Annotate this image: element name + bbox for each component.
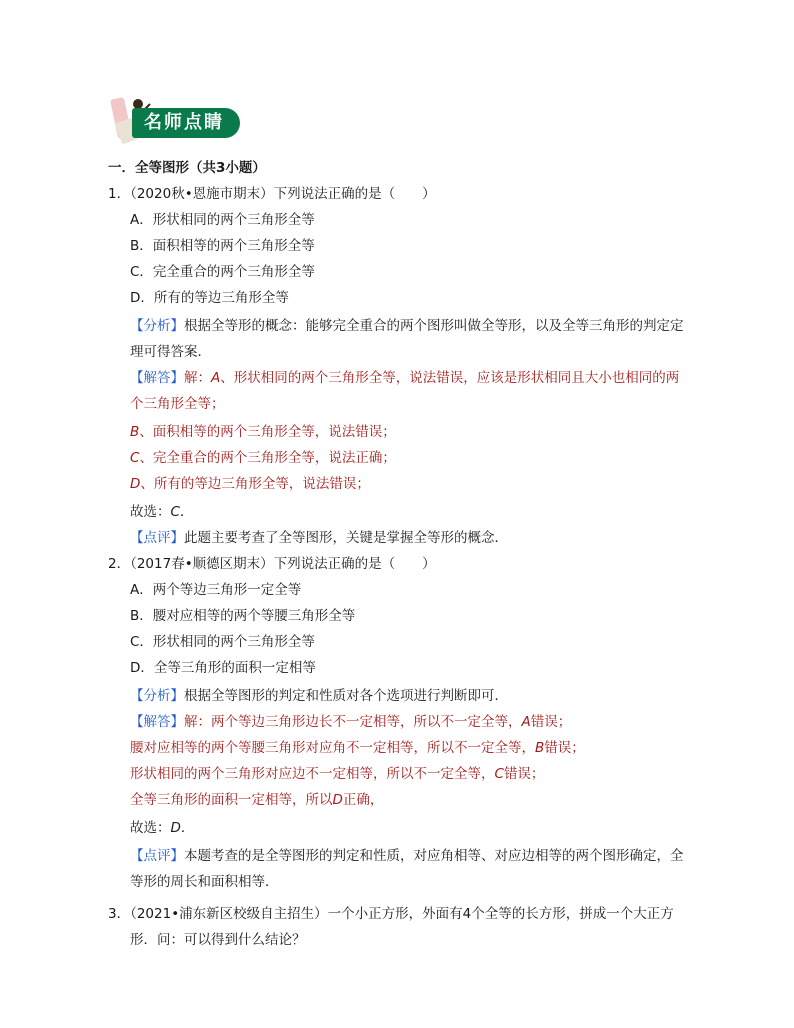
q2-sol-line2 [130,738,585,758]
q1-sol-text-b: 、面积相等的两个三角形全等，说法错误； [139,424,396,440]
q1-choice [130,502,193,522]
q1-stem: 1．（2020秋•恩施市期末）下列说法正确的是（ ） [108,186,436,202]
q2-sol-letter-d: D [332,792,343,808]
q1-sol-d [130,474,370,494]
q1-sol-letter-c: C [130,450,140,466]
q3-stem: 3．（2021•浦东新区校级自主招生）一个小正方形，外面有4个全等的长方形，拼成一个大正方 [108,906,674,922]
q2-sol-line4 [130,790,383,810]
q2-option-b: B．腰对应相等的两个等腰三角形全等 [130,608,356,624]
q2-analysis [130,686,508,706]
q1-sol-letter-b: B [130,424,140,440]
q2-choice-letter: D [170,820,181,836]
q1-comment [130,528,508,548]
q1-analysis-line2: 理可得答案． [130,344,211,360]
analysis-tag: 【分析】 [130,318,184,334]
comment-tag: 【点评】 [130,848,184,864]
q1-solution [130,368,679,388]
solution-tag: 【解答】 [130,370,184,386]
q1-comment-text: 此题主要考查了全等图形，关键是掌握全等形的概念． [184,530,508,546]
q1-sol-text-c: 、完全重合的两个三角形全等，说法正确； [139,450,396,466]
q2-sol-letter-a: A [521,714,531,730]
q2-sol-text-3: 形状相同的两个三角形对应边不一定相等，所以不一定全等， [130,766,495,782]
q2-comment [130,846,684,866]
q3-stem-line2: 形．问：可以得到什么结论？ [130,932,306,948]
analysis-tag: 【分析】 [130,688,184,704]
q1-sol-letter-d: D [130,476,141,492]
q1-sol-b [130,422,396,442]
q1-option-d: D．所有的等边三角形全等 [130,290,289,306]
q1-sol-line2: 个三角形全等； [130,396,225,412]
q2-option-d: D．全等三角形的面积一定相等 [130,660,316,676]
q2-stem: 2．（2017春•顺德区期末）下列说法正确的是（ ） [108,556,436,572]
q2-option-a: A．两个等边三角形一定全等 [130,582,302,598]
comment-tag: 【点评】 [130,530,184,546]
q1-analysis [130,316,684,336]
q2-comment-text: 本题考查的是全等图形的判定和性质，对应角相等、对应边相等的两个图形确定，全 [184,848,684,864]
q2-sol-text-2: 腰对应相等的两个等腰三角形对应角不一定相等，所以不一定全等， [130,740,535,756]
q2-choice [130,818,194,838]
q1-choice-end: ． [179,504,194,520]
q1-option-a: A．形状相同的两个三角形全等 [130,212,315,228]
section-title: 一．全等图形（共3小题） [108,160,266,176]
q2-sol-text-1: 解：两个等边三角形边长不一定相等，所以不一定全等， [184,714,522,730]
q2-solution [130,712,571,732]
q1-analysis-text: 根据全等形的概念：能够完全重合的两个图形叫做全等形，以及全等三角形的判定定 [184,318,684,334]
q2-sol-end-1: 错误； [530,714,572,730]
q2-sol-end-2: 错误； [544,740,585,756]
q1-option-b: B．面积相等的两个三角形全等 [130,238,315,254]
q2-option-c: C．形状相同的两个三角形全等 [130,634,315,650]
famous-teacher-badge [104,90,244,150]
q2-sol-letter-b: B [535,740,545,756]
q2-sol-end-4: 正确， [342,792,384,808]
q1-sol-letter-a: A [211,370,221,386]
q2-analysis-text: 根据全等图形的判定和性质对各个选项进行判断即可． [184,688,508,704]
q2-sol-end-3: 错误； [503,766,545,782]
q1-choice-letter: C [170,504,180,520]
badge-title: 名师点睛 [144,112,224,133]
q2-choice-label: 故选： [130,820,171,836]
q1-sol-c [130,448,396,468]
q2-sol-line3 [130,764,544,784]
q2-sol-text-4: 全等三角形的面积一定相等，所以 [130,792,333,808]
q1-option-c: C．完全重合的两个三角形全等 [130,264,315,280]
q1-sol-text-d: 、所有的等边三角形全等，说法错误； [140,476,370,492]
solution-tag: 【解答】 [130,714,184,730]
q1-sol-text-a: 、形状相同的两个三角形全等，说法错误，应该是形状相同且大小也相同的两 [220,370,680,386]
q1-sol-text: 解： [184,370,211,386]
q2-comment-line2: 等形的周长和面积相等． [130,874,279,890]
q2-sol-letter-c: C [494,766,504,782]
q1-choice-label: 故选： [130,504,171,520]
q2-choice-end: ． [180,820,195,836]
